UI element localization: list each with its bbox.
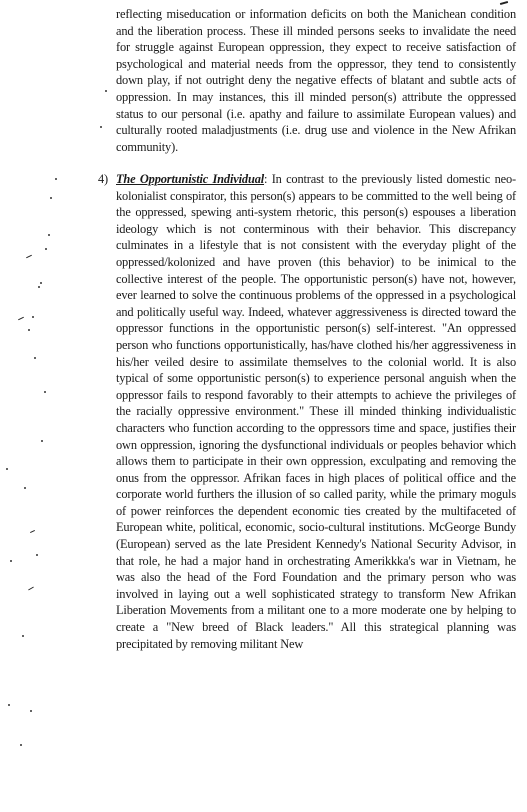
scan-speck: [100, 126, 102, 128]
scan-mark: [26, 255, 32, 258]
scan-speck: [10, 560, 12, 562]
scan-speck: [55, 178, 57, 180]
scan-speck: [6, 468, 8, 470]
scan-speck: [45, 248, 47, 250]
scan-speck: [44, 391, 46, 393]
item-term: The Opportunistic Individual: [116, 172, 265, 186]
scan-mark: [500, 1, 508, 5]
scan-speck: [34, 357, 36, 359]
item-term-suffix: :: [264, 172, 268, 186]
scan-speck: [28, 329, 30, 331]
item-body: In contrast to the previously listed domestic neo-kolonialist conspirator, this person(s) appears to be committed to the well being of the oppressed, spewing anti-system rhetoric, this person(s) espouses a liberation ideology which is not conterminous with their behavior. This discrepancy culminates in a lifestyle that is not consistent with the everyday plight of the oppressed/kolonized and have proven (this behavior) to be inimical to the collective interest of the people. The opportunistic person(s) have not, however, ever learned to solve the continuous problems of the oppressed in a psychological and politically useful way. Indeed, whatever aggressiveness is directed toward the oppressor functions in the opportunistic person(s) self-interest. "An oppressed person who functions opportunistically, has/have clothed his/her aggressiveness in his/her veiled desire to assimilate themselves to the colonial world. It is also typical of some opportunistic person(s) to experience personal anguish when the oppressor fails to respond favorably to their attempts to achieve the privileges of the racially oppressive environment." These ill minded thinking individualistic characters who function according to the oppressors time and space, justifies their own oppression, ignoring the dysfunctional individuals or peoples behavior which allows them to participate in their own oppression, exculpating and removing the onus from the oppressor. Afrikan faces in high places of political office and the corporate world furthers the illusion of so called parity, while the primary moguls of power reinforces the dependent economic ties created by the multifaceted of European white, political, economic, socio-cultural institutions. McGeorge Bundy (European) served as the late President Kennedy's National Security Advisor, in that role, he had a major hand in orchestrating Amerikkka's war in Vietnam, he was also the head of the Ford Foundation and the primary person who was involved in laying out a well sophisticated strategy to transform New Afrikan Liberation Movements from a militant one to a more moderate one by helping to create a "New breed of Black leaders." All this strategical planning was precipitated by removing militant New: [116, 172, 516, 651]
list-item-4: [98, 171, 516, 652]
scan-speck: [8, 704, 10, 706]
scan-speck: [48, 234, 50, 236]
scan-mark: [18, 317, 24, 320]
scan-speck: [24, 487, 26, 489]
scan-speck: [36, 554, 38, 556]
scan-speck: [20, 744, 22, 746]
scan-mark: [28, 587, 34, 591]
scan-mark: [30, 530, 35, 533]
scan-speck: [50, 197, 52, 199]
scan-speck: [38, 286, 40, 288]
scan-speck: [105, 90, 107, 92]
scan-speck: [30, 710, 32, 712]
paragraph-continuation: reflecting miseducation or information deficits on both the Manichean condition and the liberation process. These ill minded persons seeks to invalidate the need for struggle against European oppression, they expect to receive satisfaction of psychological and material needs from the oppressor, they tend to consistently down play, if not outright deny the negative effects of blatant and subtle acts of oppression. In may instances, this ill minded person(s) attribute the oppressed status to our personal (i.e. apathy and failure to assimilate European values) and culturally rooted maladjustments (i.e. drug use and violence in the New Afrikan community).: [116, 7, 516, 154]
scan-speck: [32, 316, 34, 318]
scan-speck: [40, 282, 42, 284]
list-number: 4): [98, 172, 109, 186]
scan-speck: [41, 440, 43, 442]
scan-speck: [22, 635, 24, 637]
